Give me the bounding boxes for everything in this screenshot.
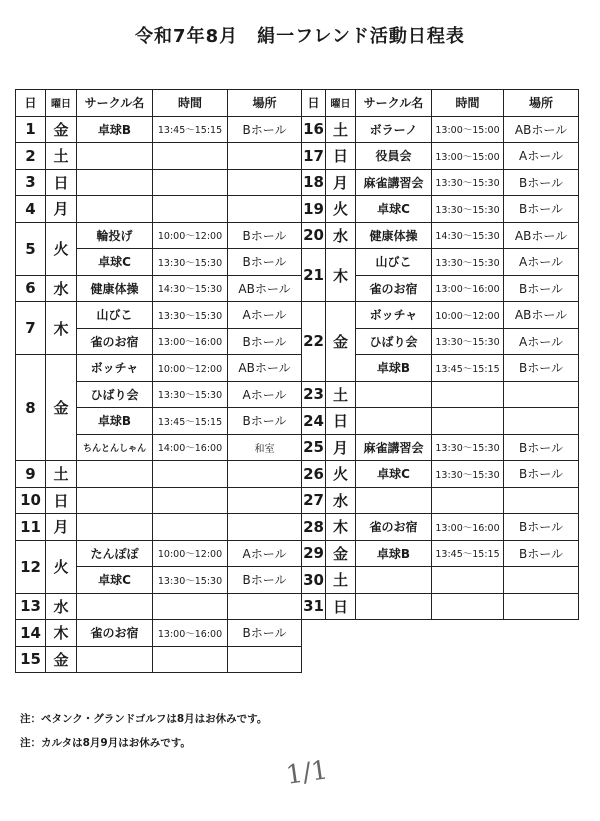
circle-name: 雀のお宿	[356, 275, 432, 302]
header-day: 日	[302, 90, 326, 117]
circle-name: 卓球B	[77, 116, 153, 143]
activity-place: Bホール	[228, 328, 302, 355]
header-place: 場所	[504, 90, 579, 117]
activity-time: 10:00～12:00	[432, 302, 504, 329]
activity-time: 13:00～15:00	[432, 143, 504, 170]
handwritten-page-mark: 1/1	[284, 755, 330, 791]
activity-place	[504, 408, 579, 435]
circle-name: 卓球B	[77, 408, 153, 435]
day-number: 14	[16, 620, 46, 647]
day-number: 4	[16, 196, 46, 223]
circle-name: たんぽぽ	[77, 540, 153, 567]
activity-place	[504, 381, 579, 408]
activity-place: Aホール	[504, 328, 579, 355]
weekday: 月	[46, 196, 77, 223]
activity-time: 13:30～15:30	[153, 249, 228, 276]
schedule-row	[16, 620, 302, 647]
day-number: 12	[16, 540, 46, 593]
activity-time	[432, 408, 504, 435]
schedule-row	[302, 514, 579, 541]
schedule-row	[302, 408, 579, 435]
circle-name	[356, 408, 432, 435]
circle-name: 卓球C	[77, 249, 153, 276]
activity-place	[228, 646, 302, 673]
schedule-row	[16, 461, 302, 488]
day-number: 22	[302, 302, 326, 382]
activity-place: ABホール	[504, 222, 579, 249]
weekday: 水	[326, 487, 356, 514]
activity-time: 13:30～15:30	[432, 169, 504, 196]
day-number: 11	[16, 514, 46, 541]
activity-place	[228, 143, 302, 170]
schedule-row	[302, 381, 579, 408]
circle-name: ちんとんしゃん	[77, 434, 153, 461]
weekday: 木	[326, 514, 356, 541]
day-number: 1	[16, 116, 46, 143]
activity-time: 13:45～15:15	[153, 408, 228, 435]
weekday: 土	[46, 143, 77, 170]
activity-place: Aホール	[504, 249, 579, 276]
activity-place: Bホール	[504, 434, 579, 461]
schedule-row	[16, 593, 302, 620]
day-number: 9	[16, 461, 46, 488]
schedule-row	[302, 116, 579, 143]
circle-name: ひばり会	[77, 381, 153, 408]
activity-place	[504, 593, 579, 620]
activity-place: Bホール	[228, 249, 302, 276]
activity-place	[504, 487, 579, 514]
day-number: 3	[16, 169, 46, 196]
activity-time: 13:45～15:15	[153, 116, 228, 143]
weekday: 水	[326, 222, 356, 249]
circle-name	[77, 461, 153, 488]
activity-time: 13:30～15:30	[432, 249, 504, 276]
circle-name	[77, 646, 153, 673]
activity-place	[228, 461, 302, 488]
activity-time: 13:45～15:15	[432, 540, 504, 567]
activity-time: 13:00～16:00	[153, 620, 228, 647]
circle-name: 卓球B	[356, 355, 432, 382]
schedule-row	[16, 169, 302, 196]
schedule-row	[302, 143, 579, 170]
circle-name: 卓球C	[356, 461, 432, 488]
weekday: 日	[46, 169, 77, 196]
schedule-row	[16, 355, 302, 382]
activity-time	[153, 593, 228, 620]
schedule-row	[302, 461, 579, 488]
activity-time: 13:45～15:15	[432, 355, 504, 382]
day-number: 8	[16, 355, 46, 461]
header-place: 場所	[228, 90, 302, 117]
activity-time	[153, 196, 228, 223]
activity-time	[153, 461, 228, 488]
activity-time	[153, 169, 228, 196]
circle-name: 輪投げ	[77, 222, 153, 249]
day-number: 5	[16, 222, 46, 275]
day-number: 24	[302, 408, 326, 435]
activity-time: 13:00～16:00	[153, 328, 228, 355]
activity-time: 13:30～15:30	[432, 196, 504, 223]
weekday: 月	[46, 514, 77, 541]
note-petanque: 注：ペタンク・グランドゴルフは8月はお休みです。	[20, 713, 268, 725]
activity-time: 13:30～15:30	[153, 567, 228, 594]
day-number: 23	[302, 381, 326, 408]
day-number: 13	[16, 593, 46, 620]
day-number: 25	[302, 434, 326, 461]
circle-name: 山びこ	[356, 249, 432, 276]
circle-name	[356, 567, 432, 594]
schedule-row	[16, 275, 302, 302]
day-number: 6	[16, 275, 46, 302]
circle-name: 卓球C	[356, 196, 432, 223]
weekday: 木	[46, 302, 77, 355]
day-number: 31	[302, 593, 326, 620]
activity-time	[153, 514, 228, 541]
activity-time: 10:00～12:00	[153, 222, 228, 249]
page-title: 令和7年8月 絹一フレンド活動日程表	[135, 26, 465, 47]
weekday: 金	[326, 540, 356, 567]
header-weekday: 曜日	[46, 90, 77, 117]
weekday: 水	[46, 593, 77, 620]
activity-place: ABホール	[504, 116, 579, 143]
activity-time: 13:30～15:30	[153, 381, 228, 408]
schedule-row	[302, 302, 579, 329]
table-header-row	[16, 90, 302, 117]
activity-place: Aホール	[228, 302, 302, 329]
activity-place: Bホール	[504, 169, 579, 196]
weekday: 土	[46, 461, 77, 488]
circle-name	[356, 593, 432, 620]
activity-time	[153, 143, 228, 170]
circle-name	[77, 196, 153, 223]
header-time: 時間	[153, 90, 228, 117]
day-number: 7	[16, 302, 46, 355]
circle-name	[77, 143, 153, 170]
circle-name: 麻雀講習会	[356, 169, 432, 196]
schedule-row	[302, 540, 579, 567]
circle-name: 卓球C	[77, 567, 153, 594]
day-number: 21	[302, 249, 326, 302]
weekday: 火	[326, 196, 356, 223]
activity-place	[504, 567, 579, 594]
circle-name	[77, 514, 153, 541]
activity-time	[153, 487, 228, 514]
activity-time: 14:30～15:30	[153, 275, 228, 302]
table-header-row	[302, 90, 579, 117]
weekday: 火	[326, 461, 356, 488]
activity-place: Bホール	[504, 355, 579, 382]
schedule-row	[302, 196, 579, 223]
activity-time: 13:30～15:30	[432, 461, 504, 488]
schedule-row	[16, 487, 302, 514]
weekday: 月	[326, 169, 356, 196]
day-number: 30	[302, 567, 326, 594]
activity-place: Bホール	[504, 461, 579, 488]
schedule-row	[302, 222, 579, 249]
activity-place: Bホール	[504, 514, 579, 541]
activity-place: Bホール	[228, 116, 302, 143]
circle-name: ボッチャ	[356, 302, 432, 329]
activity-place: Aホール	[228, 381, 302, 408]
circle-name: 山びこ	[77, 302, 153, 329]
schedule-row	[16, 143, 302, 170]
header-day: 日	[16, 90, 46, 117]
activity-place: Bホール	[504, 540, 579, 567]
activity-place	[228, 514, 302, 541]
weekday: 日	[326, 593, 356, 620]
activity-place: Aホール	[504, 143, 579, 170]
circle-name: ボッチャ	[77, 355, 153, 382]
activity-place	[228, 196, 302, 223]
activity-time: 13:30～15:30	[153, 302, 228, 329]
activity-place	[228, 487, 302, 514]
circle-name: 雀のお宿	[77, 620, 153, 647]
activity-place: Bホール	[228, 222, 302, 249]
circle-name	[356, 487, 432, 514]
activity-time: 13:00～16:00	[432, 275, 504, 302]
weekday: 水	[46, 275, 77, 302]
schedule-row	[302, 169, 579, 196]
schedule-row	[16, 116, 302, 143]
day-number: 20	[302, 222, 326, 249]
schedule-row	[302, 593, 579, 620]
weekday: 日	[326, 408, 356, 435]
weekday: 土	[326, 116, 356, 143]
weekday: 土	[326, 567, 356, 594]
activity-place: Bホール	[504, 275, 579, 302]
weekday: 金	[46, 646, 77, 673]
weekday: 土	[326, 381, 356, 408]
weekday: 金	[46, 116, 77, 143]
circle-name	[77, 593, 153, 620]
day-number: 10	[16, 487, 46, 514]
schedule-row	[302, 487, 579, 514]
activity-time: 10:00～12:00	[153, 540, 228, 567]
circle-name: ボラーノ	[356, 116, 432, 143]
schedule-row	[16, 540, 302, 567]
schedule-row	[16, 646, 302, 673]
activity-time: 14:00～16:00	[153, 434, 228, 461]
schedule-row	[16, 222, 302, 249]
activity-place: ABホール	[228, 275, 302, 302]
day-number: 28	[302, 514, 326, 541]
note-karuta: 注：カルタは8月9月はお休みです。	[20, 737, 191, 749]
day-number: 27	[302, 487, 326, 514]
circle-name: 健康体操	[356, 222, 432, 249]
schedule-table-left	[15, 89, 302, 673]
activity-place: Aホール	[228, 540, 302, 567]
activity-place: ABホール	[504, 302, 579, 329]
activity-place	[228, 593, 302, 620]
day-number: 15	[16, 646, 46, 673]
circle-name: 麻雀講習会	[356, 434, 432, 461]
circle-name: 雀のお宿	[77, 328, 153, 355]
weekday: 日	[46, 487, 77, 514]
activity-time: 13:30～15:30	[432, 434, 504, 461]
circle-name: 役員会	[356, 143, 432, 170]
activity-time: 13:30～15:30	[432, 328, 504, 355]
activity-time	[432, 381, 504, 408]
day-number: 16	[302, 116, 326, 143]
schedule-row	[302, 434, 579, 461]
weekday: 金	[46, 355, 77, 461]
weekday: 月	[326, 434, 356, 461]
schedule-row	[16, 302, 302, 329]
day-number: 2	[16, 143, 46, 170]
weekday: 火	[46, 222, 77, 275]
activity-time: 10:00～12:00	[153, 355, 228, 382]
circle-name: 卓球B	[356, 540, 432, 567]
header-time: 時間	[432, 90, 504, 117]
circle-name	[356, 381, 432, 408]
weekday: 金	[326, 302, 356, 382]
weekday: 日	[326, 143, 356, 170]
circle-name: 雀のお宿	[356, 514, 432, 541]
day-number: 26	[302, 461, 326, 488]
activity-place: Bホール	[228, 567, 302, 594]
day-number: 19	[302, 196, 326, 223]
day-number: 18	[302, 169, 326, 196]
schedule-row	[302, 567, 579, 594]
weekday: 火	[46, 540, 77, 593]
circle-name	[77, 169, 153, 196]
schedule-row	[302, 249, 579, 276]
schedule-row	[16, 514, 302, 541]
weekday: 木	[326, 249, 356, 302]
activity-time	[432, 593, 504, 620]
activity-time	[153, 646, 228, 673]
header-circle: サークル名	[356, 90, 432, 117]
activity-time: 13:00～15:00	[432, 116, 504, 143]
activity-time	[432, 487, 504, 514]
header-weekday: 曜日	[326, 90, 356, 117]
circle-name: ひばり会	[356, 328, 432, 355]
activity-place	[228, 169, 302, 196]
day-number: 17	[302, 143, 326, 170]
activity-place: Bホール	[504, 196, 579, 223]
activity-place: Bホール	[228, 408, 302, 435]
circle-name	[77, 487, 153, 514]
activity-time: 14:30～15:30	[432, 222, 504, 249]
weekday: 木	[46, 620, 77, 647]
activity-time: 13:00～16:00	[432, 514, 504, 541]
activity-place: Bホール	[228, 620, 302, 647]
activity-place: 和室	[228, 434, 302, 461]
day-number: 29	[302, 540, 326, 567]
circle-name: 健康体操	[77, 275, 153, 302]
activity-place: ABホール	[228, 355, 302, 382]
header-circle: サークル名	[77, 90, 153, 117]
schedule-row	[16, 196, 302, 223]
schedule-table-right	[301, 89, 579, 620]
activity-time	[432, 567, 504, 594]
